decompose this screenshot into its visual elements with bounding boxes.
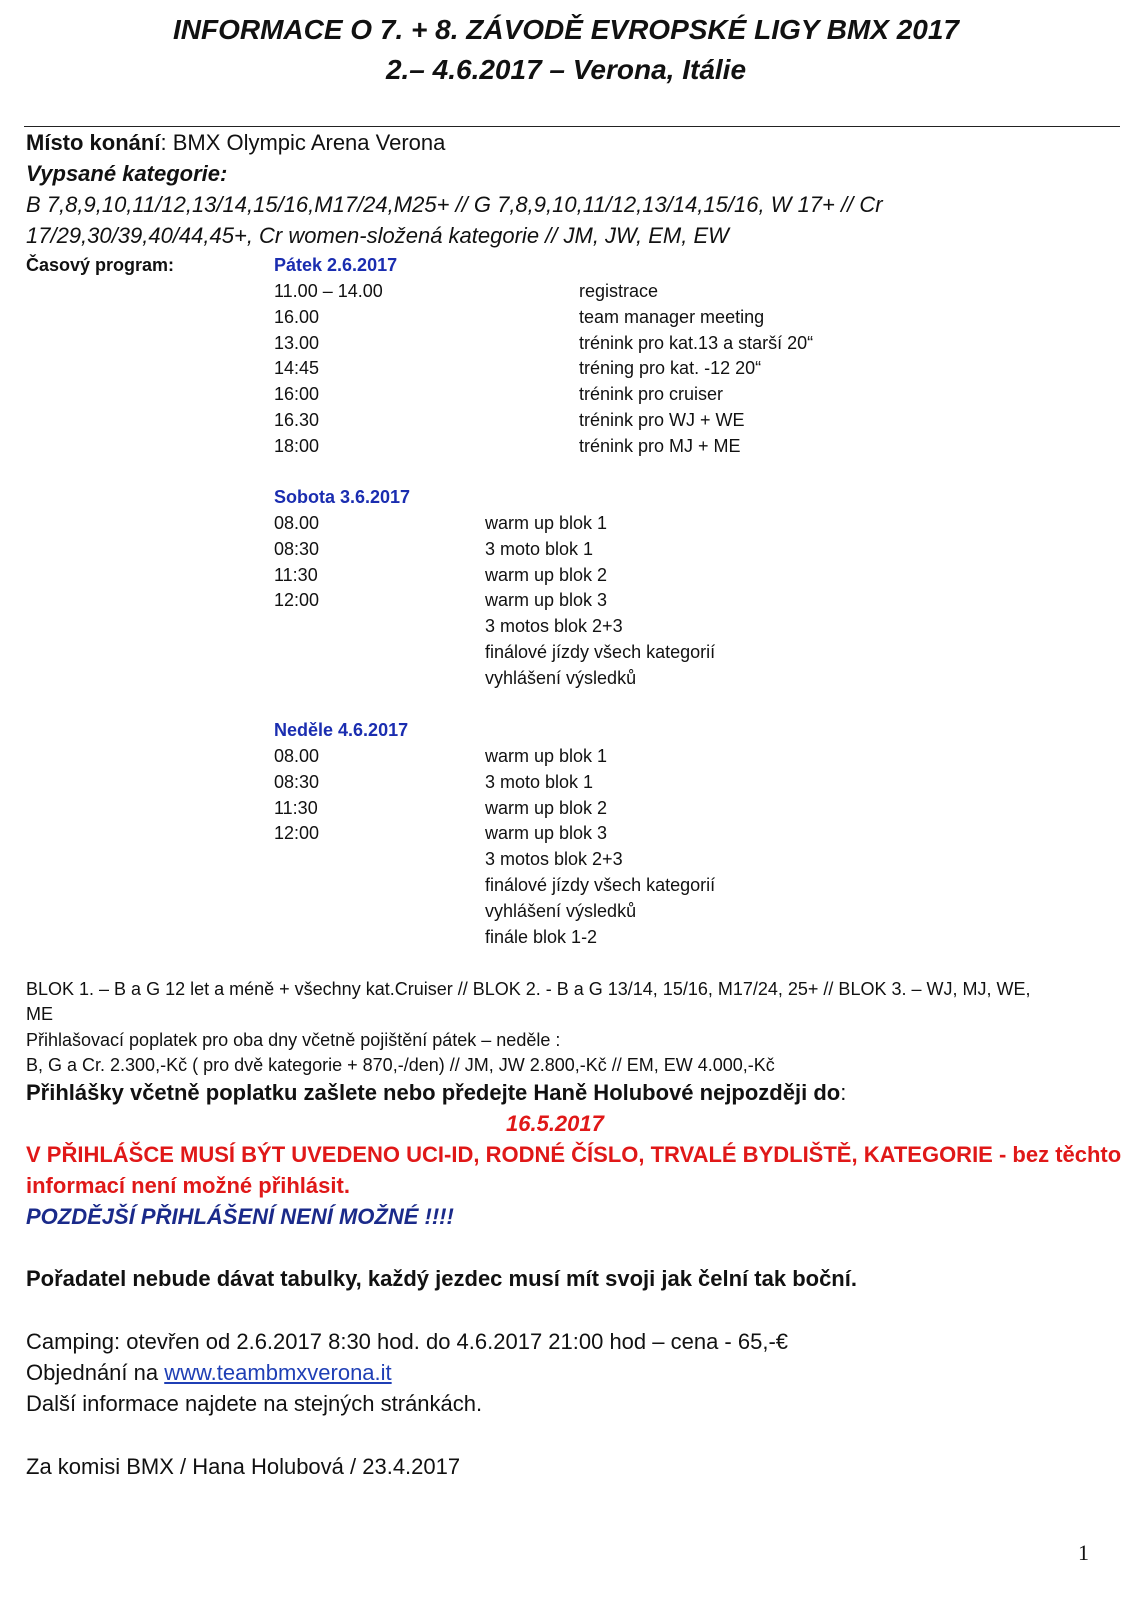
friday-heading: Pátek 2.6.2017 <box>274 255 398 275</box>
warning-line-1: V PŘIHLÁŠCE MUSÍ BÝT UVEDENO UCI-ID, RODNÉ ČÍSLO, TRVALÉ BYDLIŠTĚ, KATEGORIE - bez těchto <box>26 1142 1122 1167</box>
schedule-time: 11:30 <box>274 797 318 818</box>
schedule-event: trénink pro kat.13 a starší 20“ <box>579 332 814 353</box>
schedule-time: 08:30 <box>274 538 320 559</box>
order-prefix: Objednání na <box>26 1360 165 1385</box>
categories-line-1: B 7,8,9,10,11/12,13/14,15/16,M17/24,M25+ // G 7,8,9,10,11/12,13/14,15/16, W 17+ // Cr <box>26 192 883 217</box>
schedule-event: finálové jízdy všech kategorií <box>485 642 716 662</box>
schedule-event: 3 motos blok 2+3 <box>485 616 623 637</box>
blocks-line-1: BLOK 1. – B a G 12 let a méně + všechny kat.Cruiser // BLOK 2. - B a G 13/14, 15/16, M17/24, 25+ // BLOK 3. – WJ, MJ, WE, <box>26 979 1031 999</box>
schedule-event: vyhlášení výsledků <box>485 900 637 921</box>
deadline-date: 16.5.2017 <box>506 1111 604 1136</box>
schedule-event: warm up blok 1 <box>485 746 608 766</box>
schedule-event: vyhlášení výsledků <box>485 667 637 688</box>
schedule-event: 3 moto blok 1 <box>485 771 594 792</box>
schedule-event: 3 motos blok 2+3 <box>485 849 623 870</box>
document-title: INFORMACE O 7. + 8. ZÁVODĚ EVROPSKÉ LIGY BMX 2017 <box>172 14 959 45</box>
schedule-time: 12:00 <box>274 590 320 611</box>
schedule-event: 3 moto blok 1 <box>485 538 594 559</box>
schedule-time: 08.00 <box>274 513 320 533</box>
deadline-colon: : <box>840 1080 847 1105</box>
categories-line-2: 17/29,30/39,40/44,45+, Cr women-složená kategorie // JM, JW, EM, EW <box>26 223 729 248</box>
sunday-heading: Neděle 4.6.2017 <box>274 720 409 740</box>
blocks-line-2: ME <box>26 1004 53 1024</box>
schedule-time: 11:30 <box>274 564 318 585</box>
schedule-time: 14:45 <box>274 358 320 379</box>
order-line <box>26 1360 392 1386</box>
schedule-event: warm up blok 3 <box>485 590 608 611</box>
schedule-event: trénink pro cruiser <box>579 384 724 405</box>
schedule-time: 16.30 <box>274 410 320 430</box>
schedule-event: finálové jízdy všech kategorií <box>485 875 716 895</box>
schedule-event: warm up blok 3 <box>485 823 608 844</box>
schedule-time: 12:00 <box>274 823 320 844</box>
schedule-time: 11.00 – 14.00 <box>274 281 383 301</box>
page-number: 1 <box>1078 1540 1089 1565</box>
venue-line <box>26 130 445 156</box>
schedule-time: 13.00 <box>274 332 320 353</box>
more-info-line: Další informace najdete na stejných stránkách. <box>26 1391 483 1416</box>
schedule-event: tréning pro kat. -12 20“ <box>579 358 762 379</box>
deadline-text: Přihlášky včetně poplatku zašlete nebo předejte Haně Holubové nejpozději do <box>26 1080 841 1105</box>
schedule-time: 08:30 <box>274 771 320 792</box>
plates-notice: Pořadatel nebude dávat tabulky, každý jezdec musí mít svoji jak čelní tak boční. <box>26 1266 857 1291</box>
schedule-event: trénink pro WJ + WE <box>579 410 745 430</box>
late-registration-notice: POZDĚJŠÍ PŘIHLÁŠENÍ NENÍ MOŽNÉ !!!! <box>26 1204 454 1229</box>
schedule-event: warm up blok 2 <box>485 797 608 818</box>
schedule-event: team manager meeting <box>579 306 765 327</box>
fees-line-1: Přihlašovací poplatek pro oba dny včetně pojištění pátek – neděle : <box>26 1030 561 1050</box>
categories-label: Vypsané kategorie: <box>26 161 228 186</box>
schedule-event: warm up blok 1 <box>485 513 608 533</box>
venue-label: Místo konání <box>26 130 161 155</box>
signature: Za komisi BMX / Hana Holubová / 23.4.2017 <box>26 1454 461 1479</box>
schedule-event: finále blok 1-2 <box>485 926 598 947</box>
schedule-time: 16:00 <box>274 384 320 405</box>
saturday-heading: Sobota 3.6.2017 <box>274 487 411 507</box>
document-subtitle: 2.– 4.6.2017 – Verona, Itálie <box>385 54 747 85</box>
teambmxverona-link[interactable]: www.teambmxverona.it <box>164 1360 392 1385</box>
schedule-time: 16.00 <box>274 306 320 327</box>
schedule-time: 18:00 <box>274 435 320 456</box>
camping-line: Camping: otevřen od 2.6.2017 8:30 hod. do 4.6.2017 21:00 hod – cena - 65,-€ <box>26 1329 789 1354</box>
schedule-event: warm up blok 2 <box>485 564 608 585</box>
venue-value: BMX Olympic Arena Verona <box>172 130 446 155</box>
deadline-line <box>26 1080 846 1106</box>
schedule-event: trénink pro MJ + ME <box>579 435 741 456</box>
warning-line-2: informací není možné přihlásit. <box>26 1173 350 1198</box>
header-rule <box>24 126 1120 127</box>
schedule-event: registrace <box>579 281 659 301</box>
fees-line-2: B, G a Cr. 2.300,-Kč ( pro dvě kategorie + 870,-/den) // JM, JW 2.800,-Kč // EM, EW 4.000,-Kč <box>26 1055 775 1075</box>
schedule-time: 08.00 <box>274 746 320 766</box>
schedule-label: Časový program: <box>26 255 175 275</box>
venue-separator: : <box>160 130 173 155</box>
